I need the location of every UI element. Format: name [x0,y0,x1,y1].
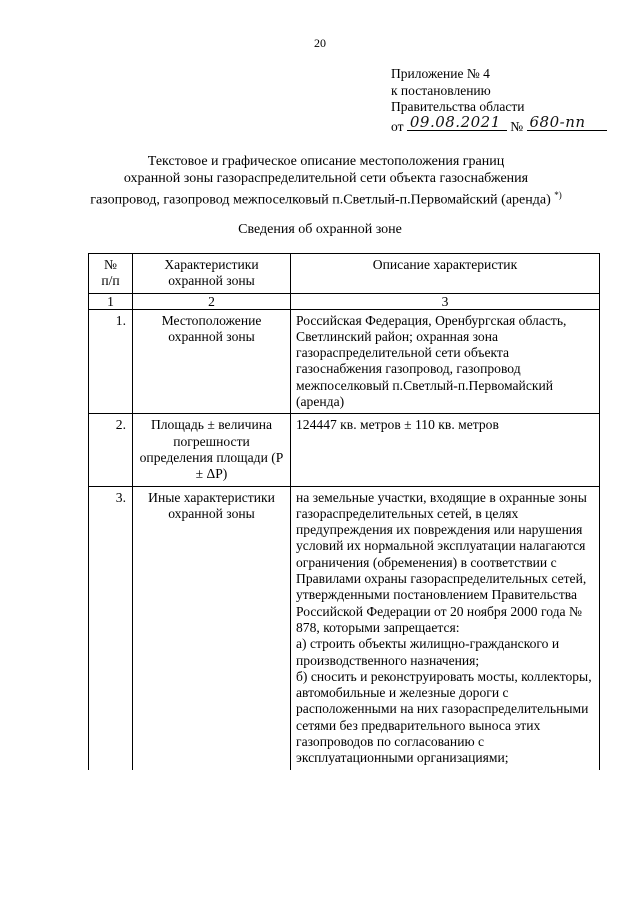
title-line-2: охранной зоны газораспределительной сети объекта газоснабжения [123,170,529,186]
row-description: на земельные участки, входящие в охранные зоны газораспределительных сетей, в целях предупреждения их повреждения или нарушения условий их нормальной эксплуатации налагаются ограничения (обременения) в соответствии с Правилами охраны газораспределительных сетей, утвержденными постановлением Правительства Российской Федерации от 20 ноября 2000 года № 878, которыми запрещается: а) строить объекты жилищно-гражданского и производственного назначения; б) сносить и реконструировать мосты, коллекторы, автомобильные и железные дороги с расположенными на них газораспределительными сетями без предварительного выноса этих газопроводов по согласованию с эксплуатационными организациями; [291,486,600,770]
header-characteristic: Характеристики охранной зоны [133,254,291,294]
table-row [89,414,600,486]
row-characteristic: Площадь ± величина погрешности определения площади (P ± ΔP) [133,414,291,486]
row-characteristic: Иные характеристики охранной зоны [133,486,291,770]
date-prefix: от [391,118,404,134]
handwritten-date: 09.08.2021 [409,113,501,131]
annex-government: Правительства области [391,99,525,114]
column-index: 2 [133,293,291,309]
row-number: 1. [89,309,133,414]
table-header-row [89,254,600,294]
handwritten-number: 680-пп [529,113,586,131]
header-number: № п/п [89,254,133,294]
protection-zone-table [88,253,600,770]
column-index: 3 [291,293,600,309]
footnote-mark: *) [554,190,562,201]
header-description: Описание характеристик [291,254,600,294]
row-description: 124447 кв. метров ± 110 кв. метров [291,414,600,486]
table-row [89,309,600,414]
section-subtitle: Сведения об охранной зоне [238,222,402,237]
number-prefix: № [510,118,524,134]
title-line-3: газопровод, газопровод межпоселковый п.Светлый-п.Первомайский (аренда) *) [90,190,562,208]
annex-to-resolution: к постановлению [391,82,491,98]
column-index: 1 [89,293,133,309]
row-description: Российская Федерация, Оренбургская область, Светлинский район; охранная зона газораспределительной сети объекта газоснабжения газопровод, газопровод межпоселковый п.Светлый-п.Первомайский (аренда) [291,309,600,414]
document-title [60,154,592,209]
annex-title: Приложение № 4 [391,66,490,81]
annex-date-line [391,113,607,136]
row-number: 2. [89,414,133,486]
row-characteristic: Местоположение охранной зоны [133,309,291,414]
title-line-1: Текстовое и графическое описание местоположения границ [147,154,505,169]
page-number: 20 [314,36,326,50]
row-number: 3. [89,486,133,770]
table-row [89,486,600,770]
annex-block [391,66,607,135]
column-index-row [89,293,600,309]
